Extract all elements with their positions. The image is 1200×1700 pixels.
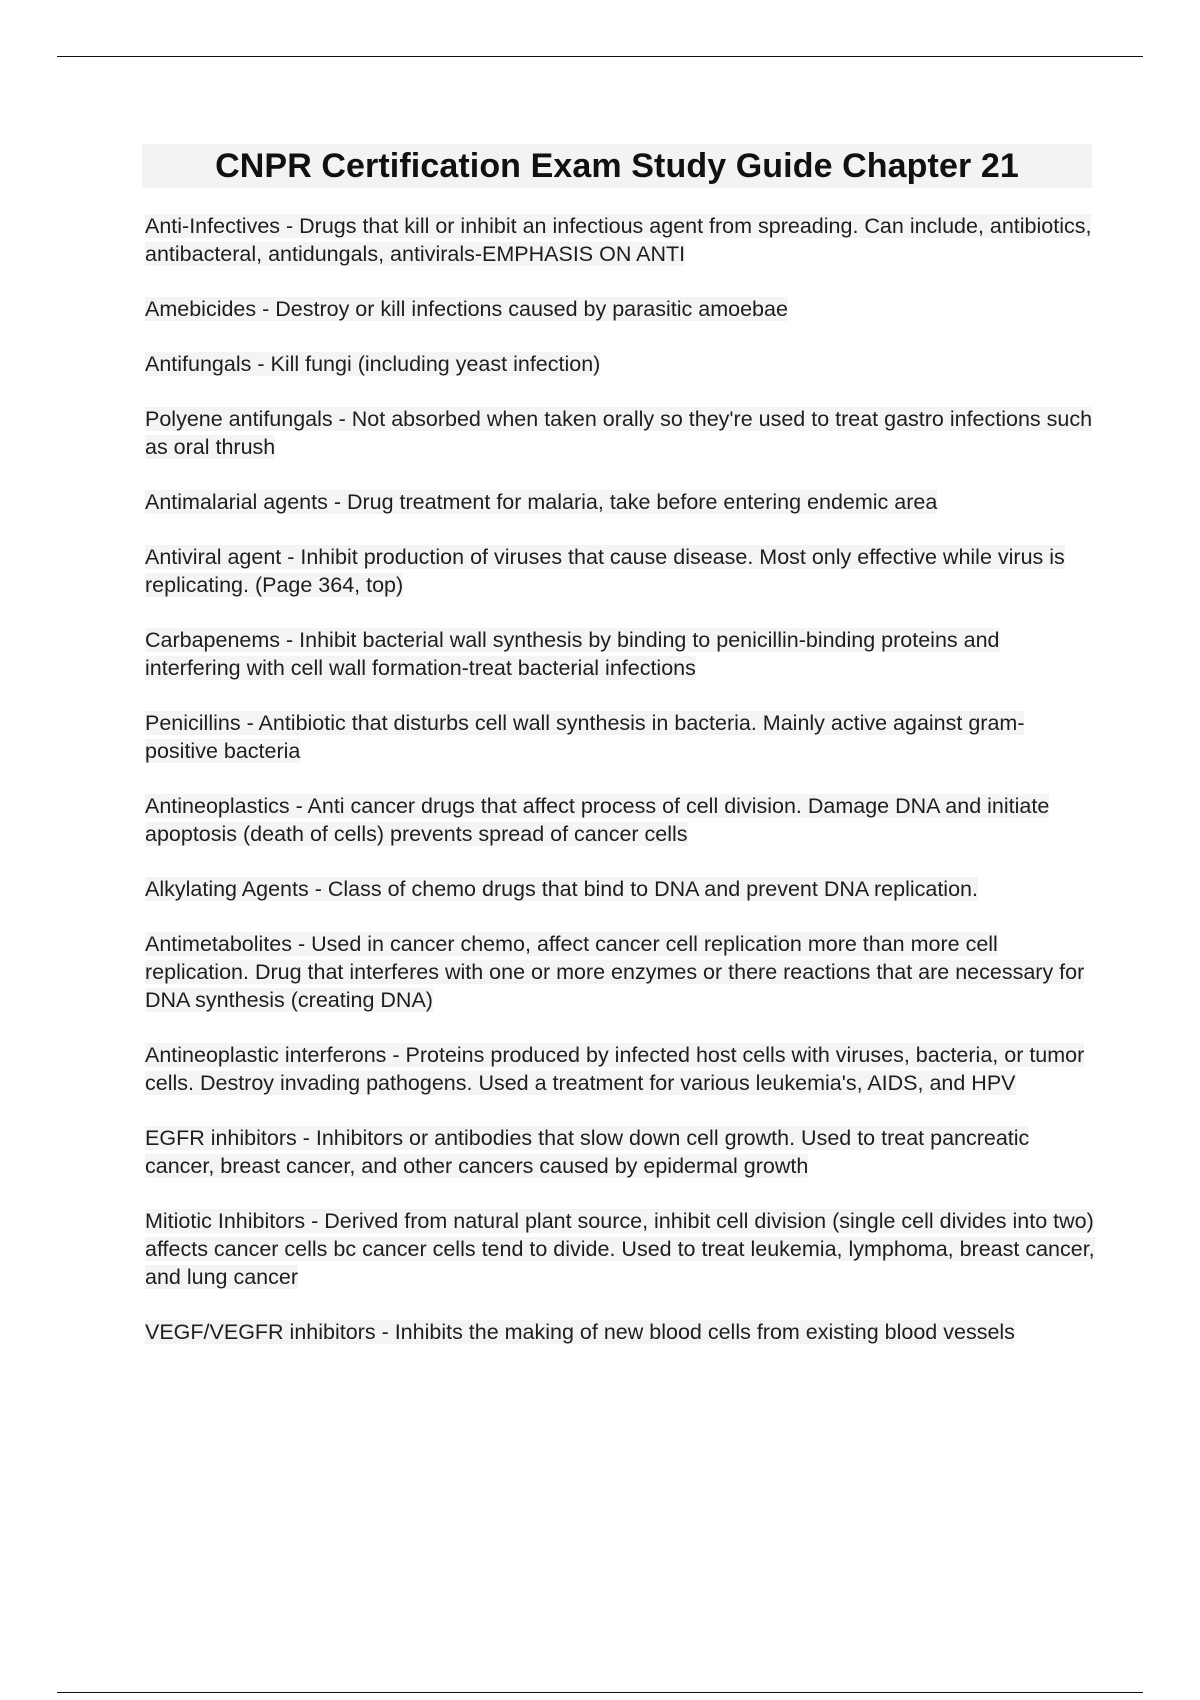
glossary-entry [145,1318,1095,1346]
glossary-entry-text: Mitiotic Inhibitors - Derived from natural plant source, inhibit cell division (single cell divides into two) affects cancer cells bc cancer cells tend to divide. Used to treat leukemia, lymphoma, breast cancer, and lung cancer [145,1209,1095,1289]
top-divider [57,56,1143,57]
glossary-entry [145,488,1095,516]
glossary-list [145,212,1095,1373]
glossary-entry [145,930,1095,1014]
glossary-entry [145,626,1095,682]
glossary-entry [145,792,1095,848]
glossary-entry [145,1041,1095,1097]
title-banner [142,144,1092,188]
glossary-entry-text: Anti-Infectives - Drugs that kill or inhibit an infectious agent from spreading. Can include, antibiotics, antibacteral, antidungals, antivirals-EMPHASIS ON ANTI [145,214,1092,266]
glossary-entry [145,350,1095,378]
glossary-entry [145,709,1095,765]
glossary-entry-text: Carbapenems - Inhibit bacterial wall synthesis by binding to penicillin-binding proteins and interfering with cell wall formation-treat bacterial infections [145,628,1000,680]
glossary-entry-text: Polyene antifungals - Not absorbed when taken orally so they're used to treat gastro infections such as oral thrush [145,407,1093,459]
glossary-entry [145,295,1095,323]
glossary-entry-text: Antimetabolites - Used in cancer chemo, affect cancer cell replication more than more cell replication. Drug that interferes with one or more enzymes or there reactions that are necessary for DNA synthesis (creating DNA) [145,932,1085,1012]
glossary-entry [145,212,1095,268]
glossary-entry-text: Amebicides - Destroy or kill infections caused by parasitic amoebae [145,297,788,321]
bottom-divider [57,1692,1143,1693]
glossary-entry-text: EGFR inhibitors - Inhibitors or antibodies that slow down cell growth. Used to treat pancreatic cancer, breast cancer, and other cancers caused by epidermal growth [145,1126,1030,1178]
glossary-entry [145,1124,1095,1180]
glossary-entry-text: Antifungals - Kill fungi (including yeast infection) [145,352,601,376]
glossary-entry-text: Antimalarial agents - Drug treatment for malaria, take before entering endemic area [145,490,938,514]
glossary-entry [145,1207,1095,1291]
glossary-entry [145,875,1095,903]
glossary-entry-text: Alkylating Agents - Class of chemo drugs that bind to DNA and prevent DNA replication. [145,877,978,901]
glossary-entry-text: Penicillins - Antibiotic that disturbs cell wall synthesis in bacteria. Mainly active against gram-positive bacteria [145,711,1025,763]
glossary-entry-text: Antineoplastic interferons - Proteins produced by infected host cells with viruses, bacteria, or tumor cells. Destroy invading pathogens. Used a treatment for various leukemia's, AIDS, and HPV [145,1043,1085,1095]
glossary-entry [145,543,1095,599]
glossary-entry-text: Antiviral agent - Inhibit production of viruses that cause disease. Most only effective while virus is replicating. (Page 364, top) [145,545,1065,597]
glossary-entry [145,405,1095,461]
glossary-entry-text: VEGF/VEGFR inhibitors - Inhibits the making of new blood cells from existing blood vessels [145,1320,1015,1344]
document-title: CNPR Certification Exam Study Guide Chapter 21 [215,146,1019,185]
glossary-entry-text: Antineoplastics - Anti cancer drugs that affect process of cell division. Damage DNA and initiate apoptosis (death of cells) prevents spread of cancer cells [145,794,1050,846]
